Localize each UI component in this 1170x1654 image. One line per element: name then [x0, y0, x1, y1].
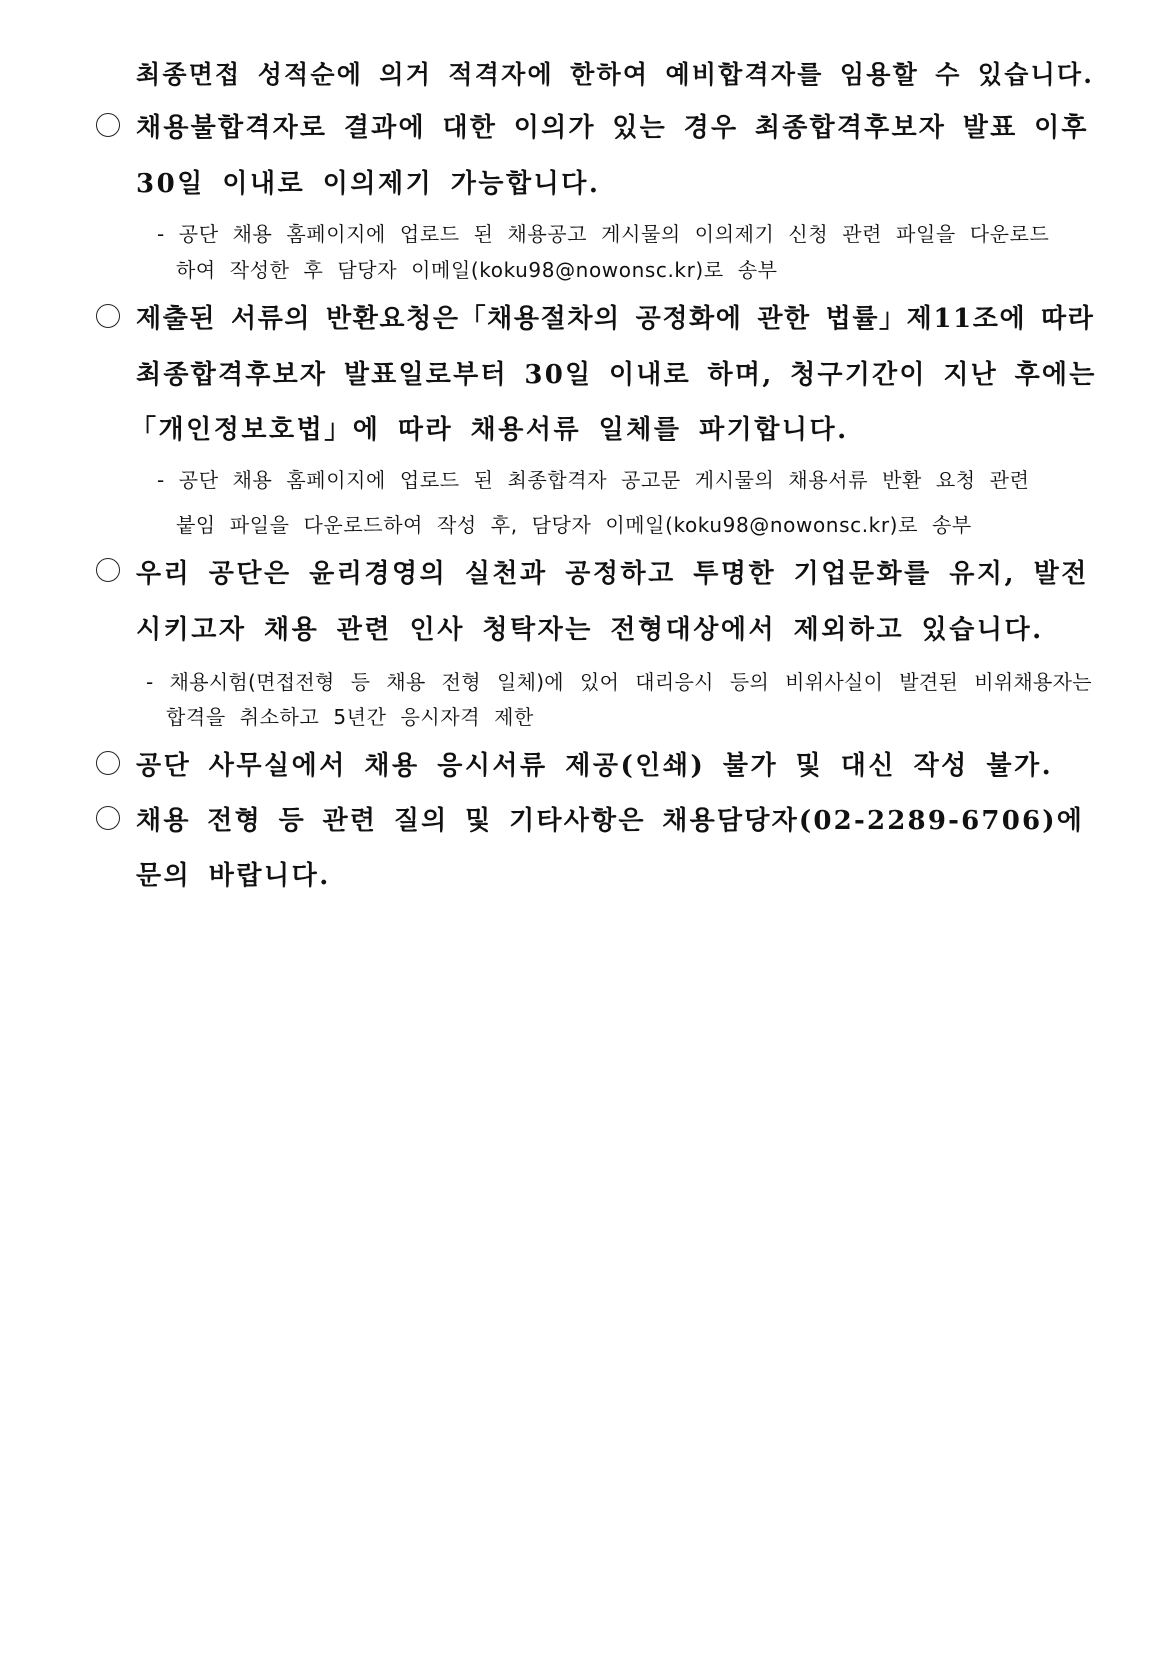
item-note-line: - 채용시험(면접전형 등 채용 전형 일체)에 있어 대리응시 등의 비위사실이 발견된 비위채용자는	[146, 670, 1092, 694]
circle-bullet-icon	[96, 558, 120, 582]
circle-bullet-icon	[96, 751, 120, 775]
item-text-line: 시키고자 채용 관련 인사 청탁자는 전형대상에서 제외하고 있습니다.	[136, 615, 1044, 645]
circle-bullet-icon	[96, 304, 120, 328]
item-note-line: 하여 작성한 후 담당자 이메일(koku98@nowonsc.kr)로 송부	[176, 258, 778, 282]
item-note-line: - 공단 채용 홈페이지에 업로드 된 채용공고 게시물의 이의제기 신청 관련 파일을 다운로드	[157, 222, 1050, 246]
item-text-line: 제출된 서류의 반환요청은「채용절차의 공정화에 관한 법률」제11조에 따라	[136, 304, 1095, 334]
item-text-line: 문의 바랍니다.	[136, 861, 331, 891]
item-text-line: 우리 공단은 윤리경영의 실천과 공정하고 투명한 기업문화를 유지, 발전	[136, 559, 1089, 589]
item-text-line: 최종합격후보자 발표일로부터 30일 이내로 하며, 청구기간이 지난 후에는	[136, 360, 1097, 390]
item-text-line: 「개인정보호법」에 따라 채용서류 일체를 파기합니다.	[130, 415, 849, 445]
item-text-line: 공단 사무실에서 채용 응시서류 제공(인쇄) 불가 및 대신 작성 불가.	[136, 751, 1054, 781]
circle-bullet-icon	[96, 113, 120, 137]
item-text-line: 채용불합격자로 결과에 대한 이의가 있는 경우 최종합격후보자 발표 이후	[136, 113, 1089, 143]
item-text-line: 30일 이내로 이의제기 가능합니다.	[136, 169, 601, 199]
item-note-line: - 공단 채용 홈페이지에 업로드 된 최종합격자 공고문 게시물의 채용서류 반환 요청 관련	[157, 468, 1030, 492]
item-text-line: 채용 전형 등 관련 질의 및 기타사항은 채용담당자(02-2289-6706)에	[136, 806, 1085, 836]
item-note-line: 합격을 취소하고 5년간 응시자격 제한	[166, 705, 534, 729]
circle-bullet-icon	[96, 806, 120, 830]
item-note-line: 붙임 파일을 다운로드하여 작성 후, 담당자 이메일(koku98@nowonsc.kr)로 송부	[176, 513, 972, 537]
intro-line: 최종면접 성적순에 의거 적격자에 한하여 예비합격자를 임용할 수 있습니다.	[136, 60, 1095, 89]
